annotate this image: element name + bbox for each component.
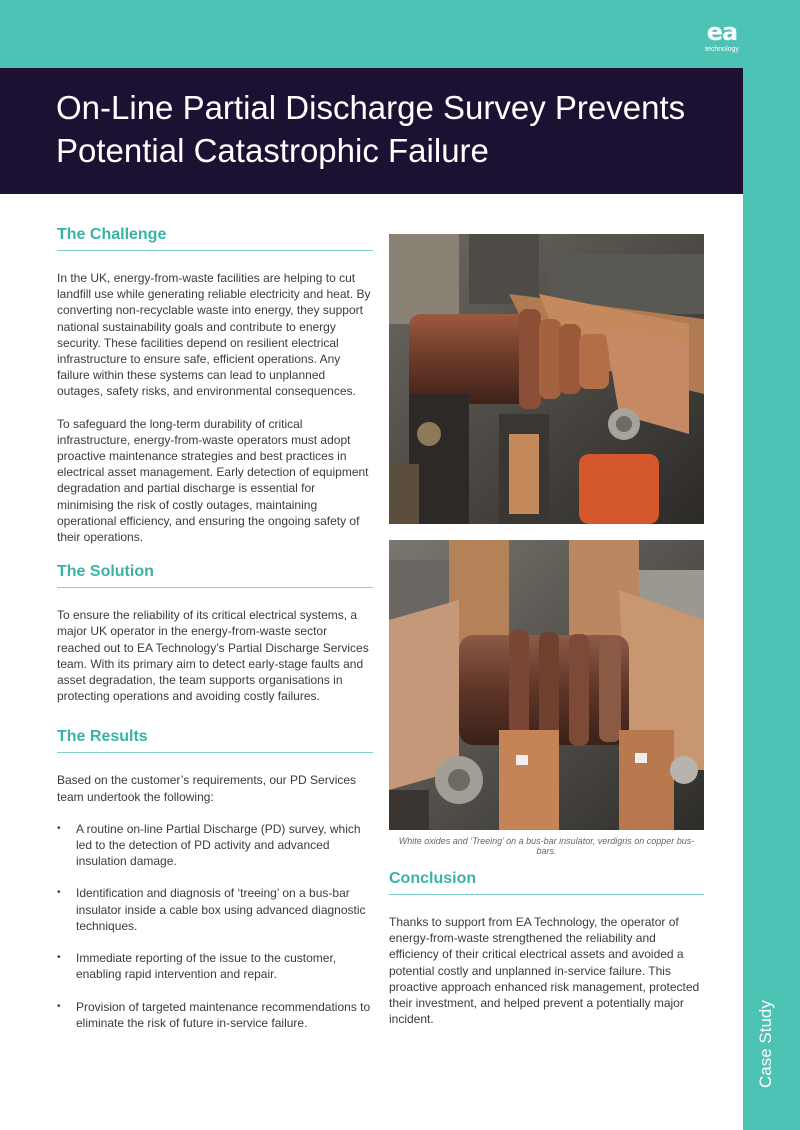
side-accent-band — [743, 68, 800, 1130]
conclusion-paragraph: Thanks to support from EA Technology, the operator of energy-from-waste strengthened the reliability and efficiency of their critical electrical assets and avoided a potential costly and unplanned in-service failure. This proactive approach enhanced risk management, protected their investment, and helped prevent a potentially major incident. — [389, 915, 700, 1027]
results-list-item: • Provision of targeted maintenance recommendations to eliminate the risk of future in-service failure. — [57, 999, 373, 1031]
page-title: On-Line Partial Discharge Survey Prevents Potential Catastrophic Failure — [56, 89, 686, 169]
busbar-insulator-photo-2 — [389, 540, 704, 830]
logo-mark: ea — [706, 18, 738, 46]
case-study-label: Case Study — [756, 1000, 775, 1088]
busbar-insulator-photo-1 — [389, 234, 704, 524]
results-intro: Based on the customer’s requirements, our PD Services team undertook the following: — [57, 773, 357, 804]
conclusion-section — [389, 868, 704, 1027]
logo-subtext: technology — [705, 46, 739, 53]
left-column — [57, 224, 373, 1031]
results-list-item: • Immediate reporting of the issue to the customer, enabling rapid intervention and repair. — [57, 950, 373, 982]
solution-heading: The Solution — [57, 561, 373, 588]
challenge-paragraph-2: To safeguard the long-term durability of critical infrastructure, energy-from-waste operators must adopt proactive maintenance strategies and best practices in electrical asset management. Early detection of equipment degradation and partial discharge is essential for minimising the risk of costly outages, maintaining operational efficiency, and ensuring the ongoing safety of their operations. — [57, 416, 369, 545]
results-heading: The Results — [57, 726, 373, 753]
ea-technology-logo — [700, 20, 744, 54]
challenge-heading: The Challenge — [57, 224, 373, 251]
conclusion-heading: Conclusion — [389, 868, 704, 895]
top-accent-band — [0, 0, 800, 68]
photo-caption: White oxides and ‘Treeing’ on a bus-bar insulator, verdigris on copper bus-bars. — [398, 836, 695, 856]
challenge-paragraph-1: In the UK, energy-from-waste facilities are helping to cut landfill use while generating reliable electricity and heat. By converting non-recyclable waste into energy, they support national sustainability goals and contribute to energy security. These facilities depend on resilient electrical infrastructure to ensure safe, efficient operations. Any failure within these systems can lead to unplanned outages, safety risks, and environmental consequences. — [57, 271, 371, 399]
solution-paragraph: To ensure the reliability of its critical electrical systems, a major UK operator in the energy-from-waste sector reached out to EA Technology’s Partial Discharge Services team. With its primary aim to detect early-stage faults and asset degradation, the team supports organisations in protecting operations and avoiding costly failures. — [57, 608, 369, 704]
results-list-item: • A routine on-line Partial Discharge (PD) survey, which led to the detection of PD activity and advanced insulation damage. — [57, 821, 373, 870]
results-list-item: • Identification and diagnosis of ‘treeing’ on a bus-bar insulator inside a cable box using advanced diagnostic techniques. — [57, 885, 373, 934]
results-list — [57, 821, 373, 1031]
